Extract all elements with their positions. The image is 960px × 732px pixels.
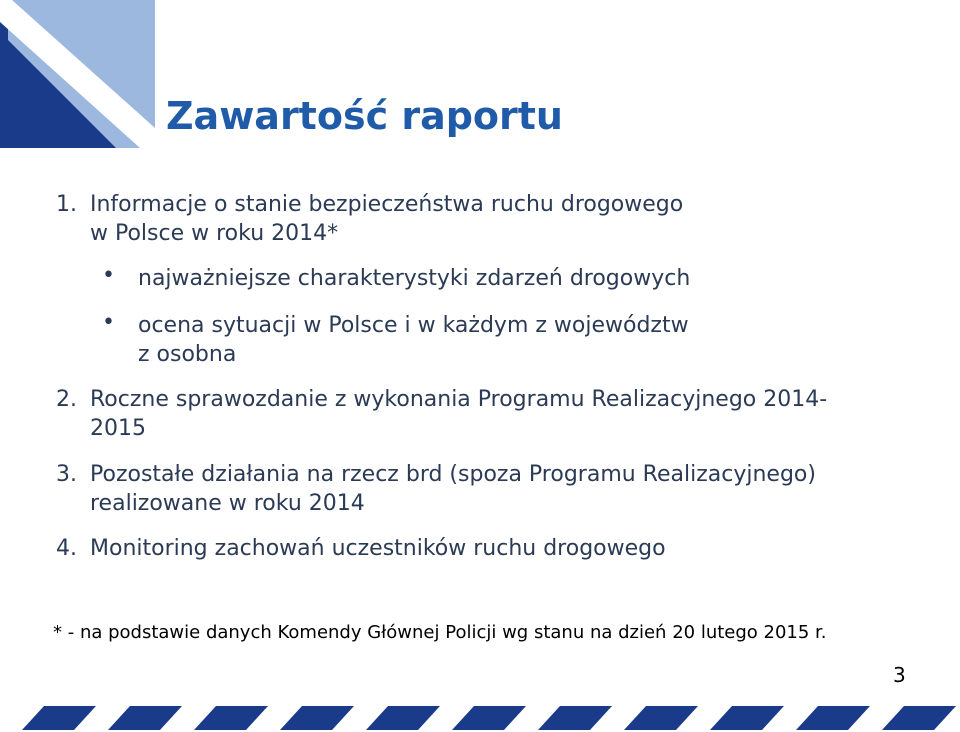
list-item	[56, 190, 683, 248]
corner-decoration	[0, 0, 160, 150]
item-number: 2.	[56, 387, 77, 412]
item-text: Monitoring zachowań uczestników ruchu drogowego	[90, 536, 666, 561]
stripe-decoration	[0, 702, 960, 732]
bullet-icon: •	[102, 263, 115, 288]
page-title: Zawartość raportu	[166, 94, 563, 138]
bullet-icon: •	[102, 310, 115, 335]
item-text: Roczne sprawozdanie z wykonania Programu Realizacyjnego 2014-	[90, 387, 828, 412]
item-text-continued: w Polsce w roku 2014*	[90, 221, 339, 246]
sub-item-text: najważniejsze charakterystyki zdarzeń drogowych	[138, 266, 691, 291]
item-number: 1.	[56, 192, 77, 217]
item-number: 3.	[56, 462, 77, 487]
sub-list-item	[102, 264, 690, 293]
sub-item-text: ocena sytuacji w Polsce i w każdym z województw	[138, 313, 689, 338]
page-number: 3	[893, 663, 906, 687]
list-item	[56, 385, 827, 443]
footnote: * - na podstawie danych Komendy Głównej Policji wg stanu na dzień 20 lutego 2015 r.	[53, 622, 827, 643]
list-item	[56, 460, 816, 518]
sub-list-item	[102, 311, 689, 369]
item-number: 4.	[56, 536, 77, 561]
item-text: Pozostałe działania na rzecz brd (spoza Programu Realizacyjnego)	[90, 462, 816, 487]
item-text-continued: 2015	[90, 416, 146, 441]
sub-item-text-continued: z osobna	[138, 342, 237, 367]
item-text: Informacje o stanie bezpieczeństwa ruchu drogowego	[90, 192, 684, 217]
list-item	[56, 534, 666, 563]
item-text-continued: realizowane w roku 2014	[90, 491, 365, 516]
